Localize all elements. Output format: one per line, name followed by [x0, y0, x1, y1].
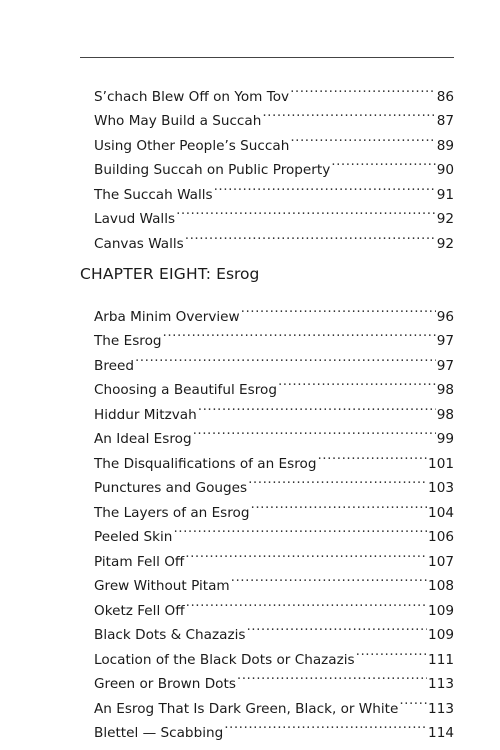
toc-entry-page: 108: [428, 578, 454, 594]
toc-entry-page: 92: [436, 211, 454, 227]
toc-entry-title: Arba Minim Overview: [94, 308, 240, 325]
toc-entry-page: 87: [436, 113, 454, 129]
toc-entry-title: Hiddur Mitzvah: [94, 406, 197, 423]
toc-entry-page: 92: [436, 235, 454, 252]
toc-entry-page: 96: [436, 308, 454, 325]
dot-leader: [290, 76, 436, 101]
dot-leader: [224, 713, 427, 738]
toc-entry-title: Lavud Walls: [94, 211, 176, 227]
toc-entry-title: The Succah Walls: [94, 186, 213, 203]
dot-leader: [231, 566, 427, 591]
dot-leader: [248, 468, 427, 493]
dot-leader: [317, 443, 427, 468]
toc-entry-title: Punctures and Gouges: [94, 480, 248, 496]
toc-entry-page: 109: [428, 602, 454, 619]
toc-entry-page: 97: [436, 333, 454, 349]
dot-leader: [135, 345, 436, 370]
toc-entry-title: Location of the Black Dots or Chazazis: [94, 651, 355, 668]
toc-entry-title: Breed: [94, 357, 134, 374]
toc-entry-title: The Esrog: [94, 333, 162, 349]
chapter-entries-list: [94, 296, 454, 741]
dot-leader: [237, 664, 427, 689]
dot-leader: [176, 199, 436, 224]
dot-leader: [290, 125, 435, 150]
top-rule: [80, 57, 454, 58]
chapter-name: Esrog: [216, 265, 260, 283]
toc-entry-page: 91: [436, 186, 454, 203]
toc-entry-title: Blettel — Scabbing: [94, 725, 224, 741]
toc-entry-page: 99: [436, 431, 454, 447]
toc-entry-title: S’chach Blew Off on Yom Tov: [94, 88, 290, 105]
dot-leader: [173, 517, 427, 542]
dot-leader: [193, 419, 436, 444]
dot-leader: [214, 174, 436, 199]
dot-leader: [356, 639, 427, 664]
toc-entry-page: 103: [428, 480, 454, 496]
toc-entry-title: Green or Brown Dots: [94, 676, 236, 692]
toc-entry[interactable]: [94, 296, 454, 325]
dot-leader: [241, 296, 436, 321]
toc-entry-title: Grew Without Pitam: [94, 578, 230, 594]
toc-continued-list: [94, 76, 454, 252]
toc-entry-page: 111: [428, 651, 454, 668]
chapter-label: CHAPTER EIGHT:: [80, 265, 212, 283]
dot-leader: [251, 492, 428, 517]
toc-entry-page: 113: [428, 676, 454, 692]
dot-leader: [246, 615, 427, 640]
toc-entry-page: 113: [428, 700, 454, 717]
dot-leader: [331, 150, 435, 175]
toc-entry-page: 89: [436, 137, 454, 154]
toc-entry[interactable]: [94, 345, 454, 374]
dot-leader: [163, 321, 436, 346]
dot-leader: [198, 394, 436, 419]
chapter-heading: [80, 264, 259, 284]
toc-entry-page: 97: [436, 357, 454, 374]
toc-entry-title: Black Dots & Chazazis: [94, 627, 246, 643]
toc-entry-title: The Layers of an Esrog: [94, 504, 250, 521]
toc-entry-page: 104: [428, 504, 454, 521]
dot-leader: [278, 370, 436, 395]
dot-leader: [185, 223, 436, 248]
toc-entry-title: An Esrog That Is Dark Green, Black, or White: [94, 700, 399, 717]
toc-entry-page: 114: [428, 725, 454, 741]
toc-entry-title: Canvas Walls: [94, 235, 184, 252]
toc-entry-title: Oketz Fell Off: [94, 602, 185, 619]
toc-entry-page: 106: [428, 529, 454, 545]
dot-leader: [186, 590, 427, 615]
toc-entry-title: Building Succah on Public Property: [94, 162, 331, 178]
toc-entry-page: 101: [428, 455, 454, 472]
toc-entry[interactable]: [94, 76, 454, 105]
toc-entry-page: 98: [436, 382, 454, 398]
toc-entry-title: Peeled Skin: [94, 529, 173, 545]
toc-entry-page: 98: [436, 406, 454, 423]
toc-entry-page: 107: [428, 553, 454, 570]
toc-entry-title: Who May Build a Succah: [94, 113, 262, 129]
toc-entry-title: An Ideal Esrog: [94, 431, 192, 447]
toc-entry-page: 90: [436, 162, 454, 178]
toc-entry[interactable]: [94, 370, 454, 398]
toc-entry-title: The Disqualifications of an Esrog: [94, 455, 317, 472]
toc-entry-page: 109: [428, 627, 454, 643]
toc-entry-title: Pitam Fell Off: [94, 553, 185, 570]
toc-entry-title: Using Other People’s Succah: [94, 137, 290, 154]
dot-leader: [262, 101, 435, 126]
dot-leader: [399, 688, 427, 713]
toc-entry-title: Choosing a Beautiful Esrog: [94, 382, 277, 398]
dot-leader: [185, 541, 427, 566]
toc-entry-page: 86: [436, 88, 454, 105]
